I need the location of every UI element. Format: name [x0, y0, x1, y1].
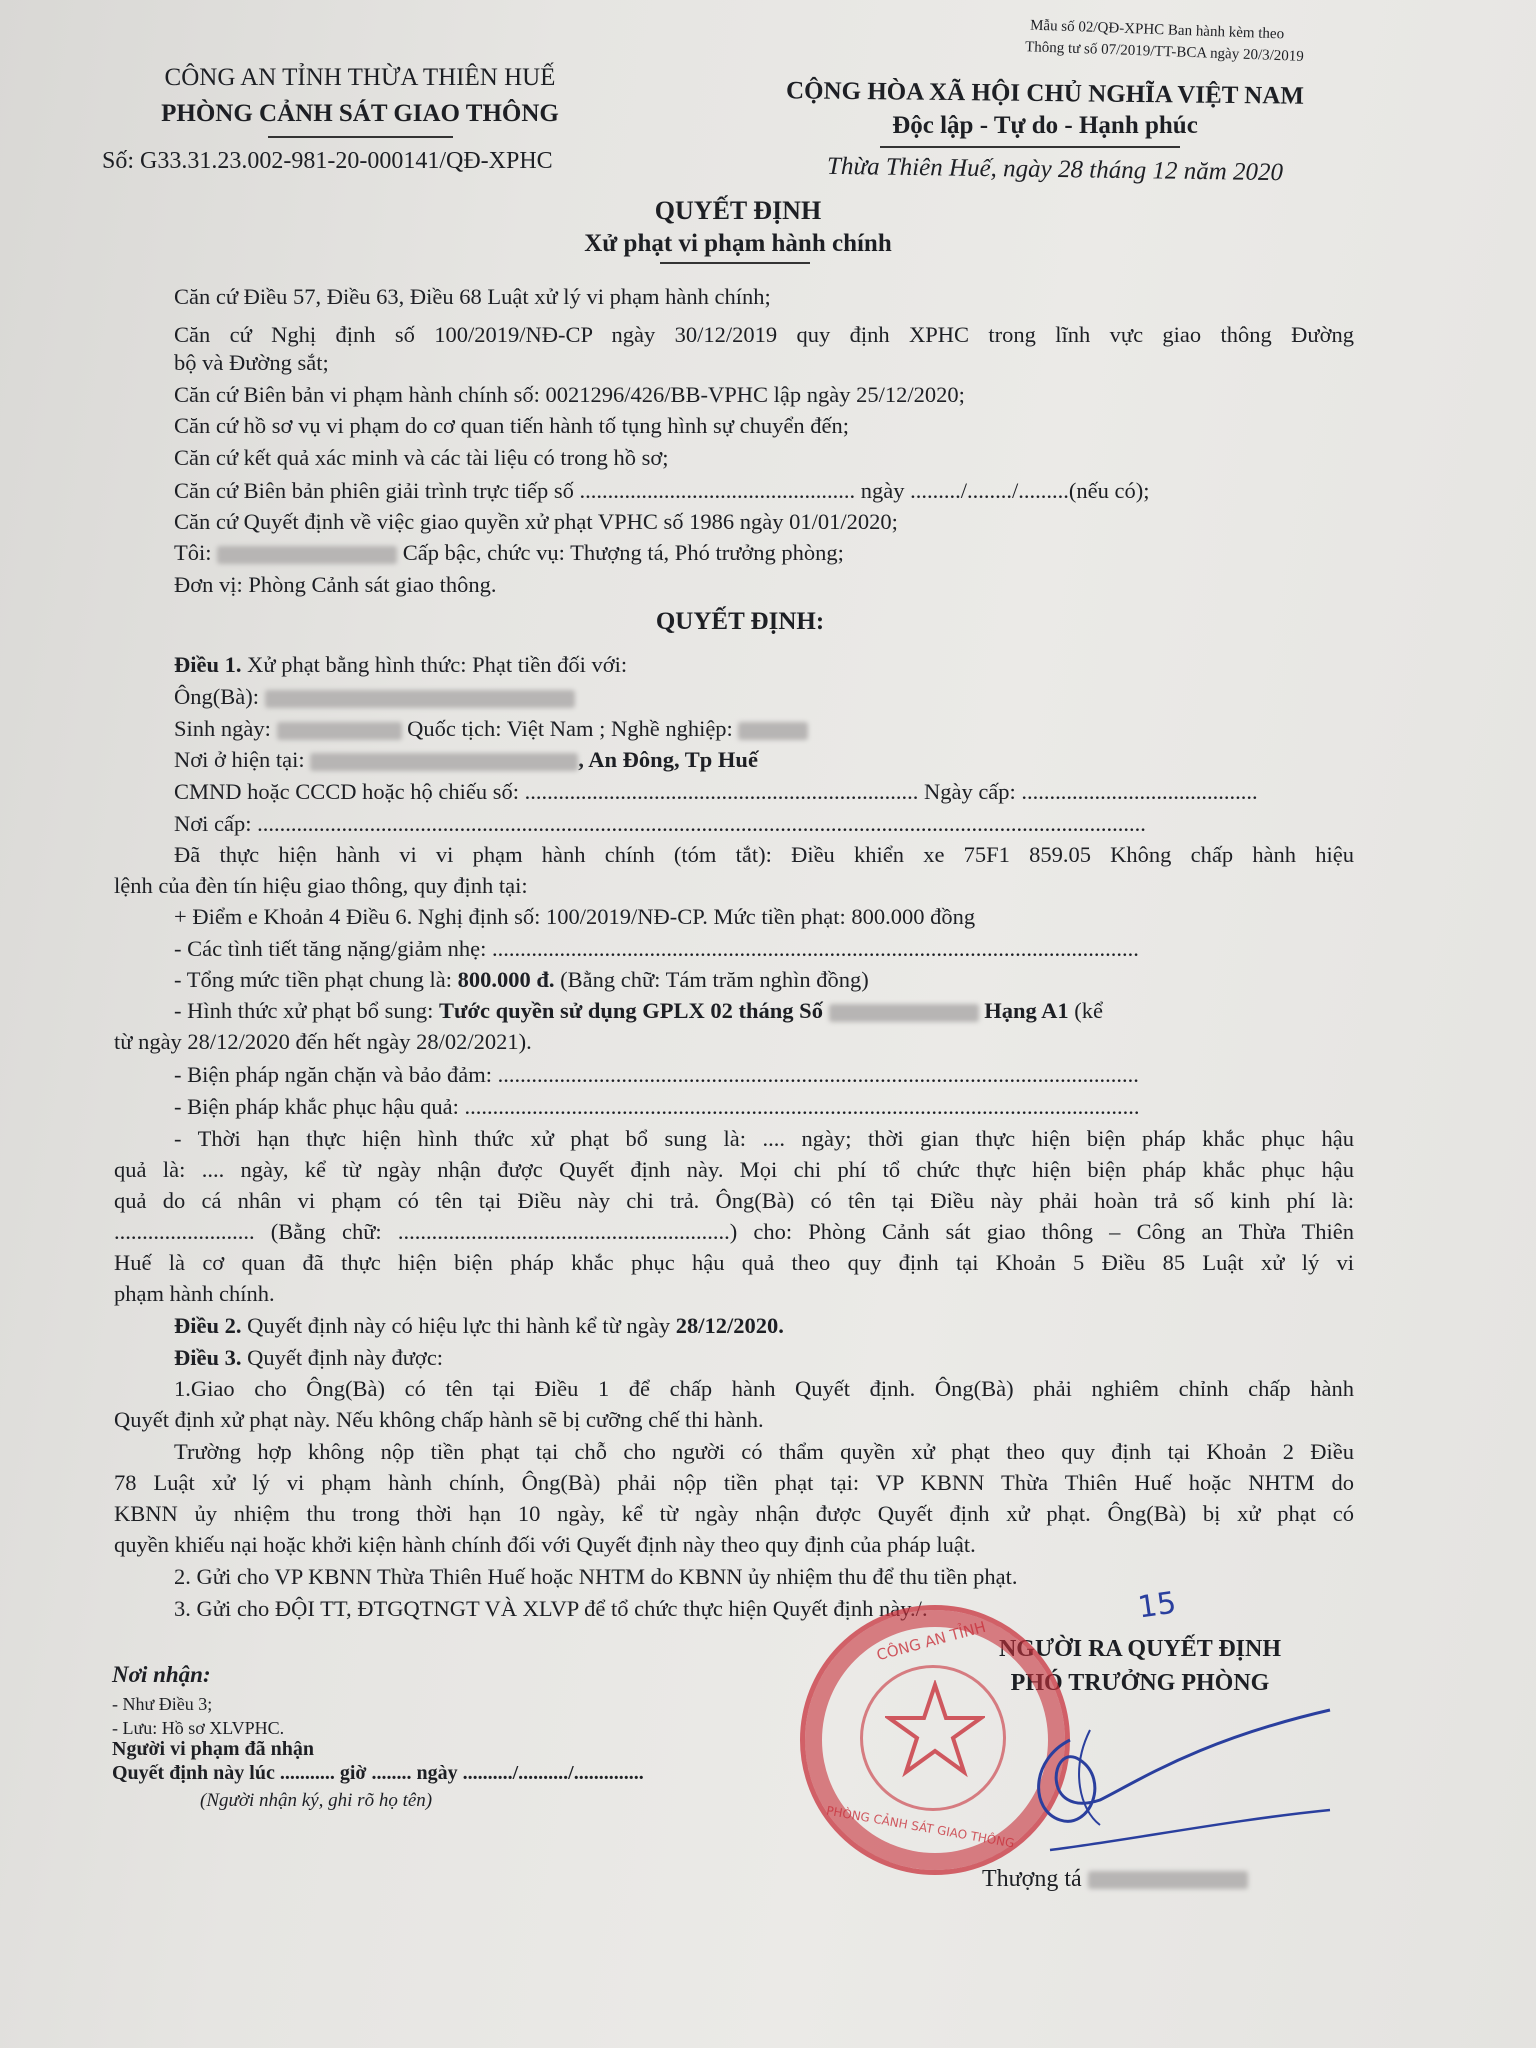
unit-line: Đơn vị: Phòng Cảnh sát giao thông.: [174, 572, 497, 597]
id-line: CMND hoặc CCCD hoặc hộ chiếu số: ...................................................................... Ngày cấp: ..........................................: [174, 779, 1258, 804]
redacted-occupation: [738, 722, 808, 740]
deadline-line-4: ......................... (Bằng chữ: ...........................................................) cho: Phòng Cảnh sát giao thông – Công an Thừa Thiên: [114, 1219, 1354, 1244]
article3-p2-2: 78 Luật xử lý vi phạm hành chính, Ông(Bà) phải nộp tiền phạt tại: VP KBNN Thừa Thiên Huế hoặc NHTM do: [114, 1470, 1354, 1495]
deadline-line-2: quả là: .... ngày, kể từ ngày nhận được Quyết định này. Mọi chi phí tổ chức thực hiện biện pháp khắc phục hậu: [114, 1157, 1354, 1182]
officer-line: [114, 538, 1354, 568]
article3-text: Quyết định này được:: [247, 1345, 444, 1370]
preamble-6: Căn cứ kết quả xác minh và các tài liệu có trong hồ sơ;: [174, 445, 669, 470]
nationality-text: Quốc tịch: Việt Nam ; Nghề nghiệp:: [407, 716, 733, 741]
deadline-line-6: phạm hành chính.: [114, 1281, 275, 1306]
article3-p2-3: KBNN ủy nhiệm thu trong thời hạn 10 ngày, kể từ ngày nhận được Quyết định xử phạt. Ông(Bà) bị xử phạt có: [114, 1501, 1354, 1526]
article3-p4: 3. Gửi cho ĐỘI TT, ĐTGQTNGT VÀ XLVP để tổ chức thực hiện Quyết định này./.: [174, 1596, 928, 1621]
decision-heading: QUYẾT ĐỊNH:: [655, 608, 825, 635]
header-right-underline: [880, 146, 1180, 148]
total-words: (Bằng chữ: Tám trăm nghìn đồng): [560, 967, 869, 992]
extra-penalty-line: [114, 996, 1354, 1026]
redacted-address: [310, 753, 578, 771]
deadline-line-5: Huế là cơ quan đã thực hiện biện pháp khắc phục hậu quả theo quy định tại Khoản 5 Điều 85 Luật xử lý vi: [114, 1250, 1354, 1275]
preamble-5: Căn cứ hồ sơ vụ vi phạm do cơ quan tiến hành tố tụng hình sự chuyển đến;: [174, 413, 849, 438]
preamble-8: Căn cứ Quyết định về việc giao quyền xử phạt VPHC số 1986 ngày 01/01/2020;: [174, 509, 898, 534]
preamble-7: Căn cứ Biên bản phiên giải trình trực tiếp số ................................................. ngày ........./......../.........(nếu có);: [174, 478, 1150, 503]
handwritten-signature: [1010, 1700, 1340, 1880]
prevent-line: - Biện pháp ngăn chặn và bảo đảm: ..................................................................................................................: [174, 1062, 1139, 1087]
remedy-line: - Biện pháp khắc phục hậu quả: ........................................................................................................................: [174, 1094, 1140, 1119]
place-date: Thừa Thiên Huế, ngày 28 tháng 12 năm 2020: [826, 152, 1284, 187]
officer-prefix: Tôi:: [174, 540, 212, 565]
license-class: Hạng A1: [984, 998, 1069, 1023]
address-label: Nơi ở hiện tại:: [174, 747, 305, 772]
article2-line: [114, 1311, 1354, 1341]
article3-p2-1: Trường hợp không nộp tiền phạt tại chỗ cho người có thẩm quyền xử phạt theo quy định tại Khoản 2 Điều: [174, 1439, 1354, 1464]
received-line-1: Người vi phạm đã nhận: [112, 1738, 315, 1760]
form-note-line1: Mẫu số 02/QĐ-XPHC Ban hành kèm theo: [1029, 17, 1285, 43]
dob-line: [114, 714, 1354, 744]
header-country: CỘNG HÒA XÃ HỘI CHỦ NGHĨA VIỆT NAM: [785, 77, 1305, 110]
article1-label: Điều 1.: [174, 652, 242, 677]
circumstances-line: - Các tình tiết tăng nặng/giảm nhẹ: ...................................................................................................................: [174, 936, 1139, 961]
article2-date: 28/12/2020.: [675, 1313, 784, 1338]
total-amount: 800.000 đ.: [457, 967, 555, 992]
signer-rank-line: [982, 1866, 1248, 1893]
signer-rank: Thượng tá: [982, 1866, 1082, 1892]
header-motto: Độc lập - Tự do - Hạnh phúc: [892, 112, 1198, 139]
recipient-1: - Như Điều 3;: [112, 1694, 213, 1714]
redacted-dob: [277, 722, 402, 740]
deadline-line-3: quả do cá nhân vi phạm có tên tại Điều này chi trả. Ông(Bà) có tên tại Điều này phải hoàn trả số kinh phí là:: [114, 1188, 1354, 1213]
stamp-top-text: CÔNG AN TỈNH: [874, 1617, 988, 1665]
redacted-signer-name: [1088, 1871, 1248, 1889]
preamble-2: Căn cứ Nghị định số 100/2019/NĐ-CP ngày 30/12/2019 quy định XPHC trong lĩnh vực giao thông Đường: [174, 322, 1354, 347]
article3-p1-1: 1.Giao cho Ông(Bà) có tên tại Điều 1 để chấp hành Quyết định. Ông(Bà) phải nghiêm chỉnh chấp hành: [174, 1376, 1354, 1401]
total-line: [114, 965, 1414, 995]
signer-role: NGƯỜI RA QUYẾT ĐỊNH: [998, 1636, 1282, 1662]
form-note-line2: Thông tư số 07/2019/TT-BCA ngày 20/3/2019: [1024, 39, 1305, 65]
person-label: Ông(Bà):: [174, 684, 259, 709]
regulation-point: + Điểm e Khoản 4 Điều 6. Nghị định số: 100/2019/NĐ-CP. Mức tiền phạt: 800.000 đồng: [174, 904, 976, 929]
header-left-underline: [268, 136, 453, 138]
header-department: PHÒNG CẢNH SÁT GIAO THÔNG: [161, 100, 559, 127]
signer-title: PHÓ TRƯỞNG PHÒNG: [1010, 1670, 1270, 1696]
redacted-license-number: [829, 1004, 979, 1022]
deadline-line-1: - Thời hạn thực hiện hình thức xử phạt bổ sung là: .... ngày; thời gian thực hiện biện pháp khắc phục hậu: [174, 1126, 1354, 1151]
redacted-officer-name: [217, 546, 397, 564]
article1-line: [114, 650, 1354, 680]
article1-text: Xử phạt bằng hình thức: Phạt tiền đối với:: [247, 652, 628, 677]
decision-number: Số: G33.31.23.002-981-20-000141/QĐ-XPHC: [102, 148, 553, 174]
total-prefix: - Tổng mức tiền phạt chung là:: [174, 967, 452, 992]
document-subtitle: Xử phạt vi phạm hành chính: [584, 230, 892, 257]
dob-label: Sinh ngày:: [174, 716, 271, 741]
person-line: [114, 682, 1354, 712]
header-agency: CÔNG AN TỈNH THỪA THIÊN HUẾ: [164, 64, 556, 91]
preamble-3: bộ và Đường sắt;: [174, 350, 329, 375]
handwritten-initial: 15: [1135, 1585, 1179, 1626]
address-tail: , An Đông, Tp Huế: [578, 747, 758, 772]
issue-place-line: Nơi cấp: ..............................................................................................................................................................: [174, 811, 1146, 836]
stamp-star-icon: [885, 1680, 985, 1780]
stamp-bottom-text: PHÒNG CẢNH SÁT GIAO THÔNG: [825, 1803, 1016, 1851]
extra-tail: (kể: [1074, 998, 1103, 1023]
extra-prefix: - Hình thức xử phạt bổ sung:: [174, 998, 434, 1023]
article2-label: Điều 2.: [174, 1313, 242, 1338]
violation-line-2: lệnh của đèn tín hiệu giao thông, quy định tại:: [114, 873, 528, 898]
address-line: [114, 745, 1354, 775]
extra-penalty-line-2: từ ngày 28/12/2020 đến hết ngày 28/02/2021).: [114, 1029, 532, 1054]
document-title: QUYẾT ĐỊNH: [654, 196, 822, 225]
officer-rank: Cấp bậc, chức vụ: Thượng tá, Phó trưởng phòng;: [402, 540, 844, 565]
received-note: (Người nhận ký, ghi rõ họ tên): [200, 1790, 433, 1811]
redacted-person-name: [265, 690, 575, 708]
article3-line: [114, 1343, 1354, 1373]
recipient-2: - Lưu: Hồ sơ XLVPHC.: [112, 1718, 285, 1738]
article3-p3: 2. Gửi cho VP KBNN Thừa Thiên Huế hoặc NHTM do KBNN ủy nhiệm thu để thu tiền phạt.: [174, 1564, 1018, 1589]
preamble-1: Căn cứ Điều 57, Điều 63, Điều 68 Luật xử lý vi phạm hành chính;: [174, 284, 771, 309]
article3-label: Điều 3.: [174, 1345, 242, 1370]
article3-p1-2: Quyết định xử phạt này. Nếu không chấp hành sẽ bị cưỡng chế thi hành.: [114, 1407, 764, 1432]
article2-text: Quyết định này có hiệu lực thi hành kể từ ngày: [247, 1313, 671, 1338]
article3-p2-4: quyền khiếu nại hoặc khởi kiện hành chính đối với Quyết định này theo quy định của pháp luật.: [114, 1532, 976, 1557]
preamble-4: Căn cứ Biên bản vi phạm hành chính số: 0021296/426/BB-VPHC lập ngày 25/12/2020;: [174, 382, 965, 407]
extra-bold: Tước quyền sử dụng GPLX 02 tháng Số: [439, 998, 823, 1023]
title-underline: [660, 262, 810, 264]
violation-line-1: Đã thực hiện hành vi vi phạm hành chính (tóm tắt): Điều khiển xe 75F1 859.05 Không chấp hành hiệu: [174, 842, 1354, 867]
received-line-2: Quyết định này lúc ........... giờ ........ ngày ........../........../..............: [112, 1762, 644, 1784]
recipients-heading: Nơi nhận:: [112, 1662, 211, 1687]
